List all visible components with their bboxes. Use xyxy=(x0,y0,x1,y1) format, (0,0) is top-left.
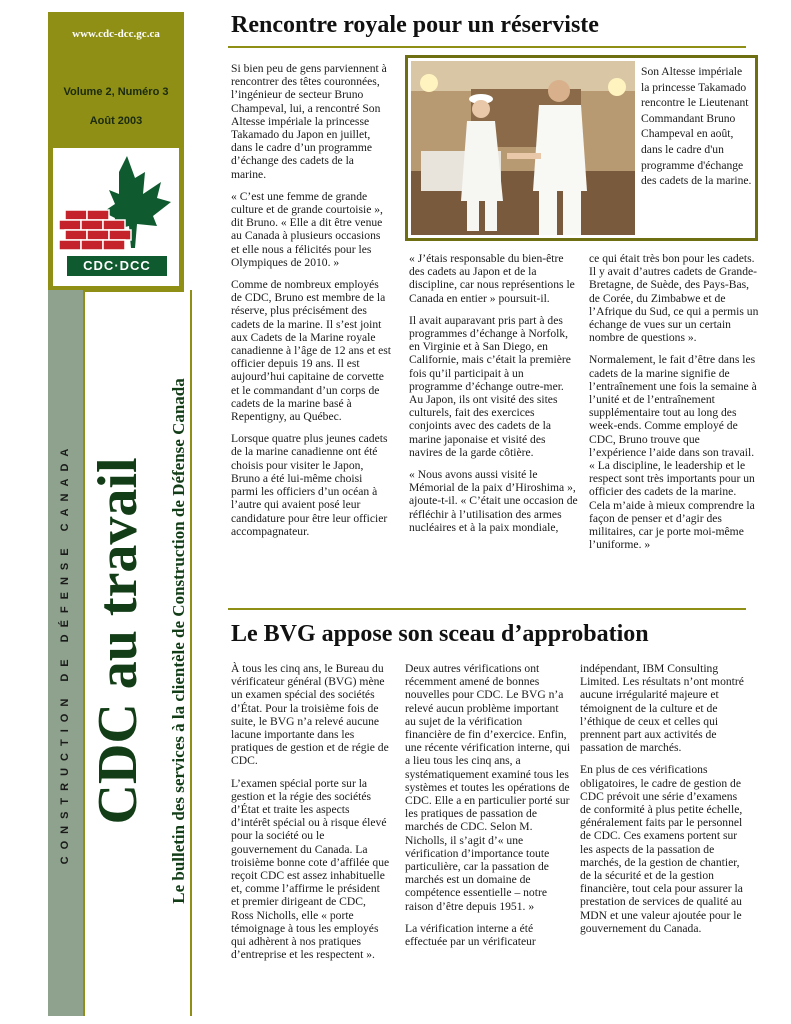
article2-column-2 xyxy=(405,662,571,957)
article1-title: Rencontre royale pour un réserviste xyxy=(231,12,599,38)
vertical-band xyxy=(48,290,83,1016)
paragraph: ce qui était très bon pour les cadets. Il y avait d’autres cadets de Grande-Bretagne, de Suède, des Pays-Bas, de Corée, du Zimbabwe et de l’Afrique du Sud, ce qui a permis un échange de vues sur un certain nombre de questions ». xyxy=(589,252,759,345)
paragraph: « C’est une femme de grande culture et de grande courtoisie », dit Bruno. « Elle a dit être venue au Canada à plusieurs occasions et elle nous a félicités pour les Olympiques de 2010. » xyxy=(231,189,383,269)
article-divider xyxy=(228,608,746,610)
volume-number: Volume 2, Numéro 3 xyxy=(63,86,169,98)
paragraph: L’examen spécial porte sur la gestion et la régie des sociétés d’État et traite les aspects d’intérêt spécial ou à risque élevé pour la société ou le gouvernement du Canada. La troisième bonne cote d’affilée que reçoit CDC est assez inhabituelle et, comme l’affirme le président et premier dirigeant de CDC, Ross Nicholls, elle « porte témoignage à tous les employés qui adhèrent à nos pratiques d’entreprise et les respectent ». xyxy=(231,776,390,962)
logo-text: CDC·DCC xyxy=(67,256,167,276)
cdc-logo xyxy=(53,148,179,286)
org-name-vertical: CONSTRUCTION DE DÉFENSE CANADA xyxy=(59,441,71,865)
issue-date: Août 2003 xyxy=(89,115,143,127)
paragraph: « Nous avons aussi visité le Mémorial de la paix d’Hiroshima », ajoute-t-il. « C’était une occasion de réfléchir à l’utilisation des armes nucléaires et à la paix mondiale, xyxy=(409,468,578,534)
paragraph: Comme de nombreux employés de CDC, Bruno est membre de la réserve, plus précisément des cadets de la marine. Il s’est joint aux Cadets de la Marine royale canadienne à l’âge de 12 ans et est officier depuis 19 ans. Il est aujourd’hui capitaine de corvette et le commandant d’un corps de cadets de la marine basé à Repentigny, au Québec. xyxy=(231,278,391,424)
royal-meeting-photo xyxy=(411,61,635,235)
article2-title: Le BVG appose son sceau d’approbation xyxy=(231,621,649,647)
newsletter-title: CDC au travail xyxy=(87,457,149,825)
website-link[interactable]: www.cdc-dcc.gc.ca xyxy=(72,28,160,40)
paragraph: En plus de ces vérifications obligatoires, le cadre de gestion de CDC prévoit une série d’examens de conformité à plus petite échelle, généralement faits par le personnel de CDC. Ces examens portent sur les aspects de la passation de marchés, de la gestion de chantier, de la sécurité et de la gestion financière, tout cela pour assurer la prestation de services de qualité au MDN et une valeur ajoutée pour le gouvernement du Canada. xyxy=(580,763,743,935)
paragraph: Deux autres vérifications ont récemment amené de bonnes nouvelles pour CDC. Le BVG n’a relevé aucun problème important au sujet de la vérification financière de fin d’exercice. Enfin, une récente vérification interne, qui a lieu tous les cinq ans, a systématiquement examiné tous les systèmes et toutes les opérations de CDC. Elle a en particulier porté sur les pratiques de passation de marchés de CDC. Selon M. Nicholls, il s’agit d’« une vérification d’importance toute particulière, car la passation de marchés est un domaine de compétence essentielle – notre raison d’être depuis 1951. » xyxy=(405,662,571,913)
paragraph: Lorsque quatre plus jeunes cadets de la marine canadienne ont été choisis pour visiter le Japon, Bruno a été lui-même choisi parmi les officiers d’un océan à l’autre qui avaient posé leur candidature pour être leur officier accompagnateur. xyxy=(231,432,388,538)
photo-caption: Son Altesse impériale la princesse Takamado rencontre le Lieutenant Commandant Bruno Champeval en août, dans le cadre d'un programme d'échange des cadets de la marine. xyxy=(641,65,752,188)
paragraph: Normalement, le fait d’être dans les cadets de la marine signifie de l’entraînement une fois la semaine à l’unité et de l’entraînement supplémentaire tout au long des week-ends. Comme employé de CDC, Bruno trouve que l’expérience l’aide dans son travail. « La discipline, le leadership et le respect sont très importants pour un officier des cadets de la marine. Cela m’aide à mieux comprendre la façon de penser et d’agir des militaires, car je porte moi-même l’uniforme. » xyxy=(589,353,757,552)
paragraph: indépendant, IBM Consulting Limited. Les résultats n’ont montré aucune irrégularité majeure et témoignent de la culture et de l’éthique de ceux et celles qui prennent part aux activités de passation de marchés. xyxy=(580,662,744,755)
paragraph: « J’étais responsable du bien-être des cadets au Japon et de la discipline, car nous représentions le Canada en entier » poursuit-il. xyxy=(409,252,575,305)
article1-column-3 xyxy=(589,252,759,560)
paragraph: À tous les cinq ans, le Bureau du vérificateur général (BVG) mène un examen spécial des sociétés d’État. Pour la troisième fois de suite, le BVG n’a relevé aucune lacune importante dans les pratiques de gestion et de régie de CDC. xyxy=(231,662,389,768)
newsletter-subtitle: Le bulletin des services à la clientèle de Construction de Défense Canada xyxy=(169,378,188,904)
article1-column-1 xyxy=(231,62,391,547)
article1-rule xyxy=(228,46,746,48)
paragraph: Il avait auparavant pris part à des programmes d’échange à Norfolk, en Virginie et à San Diego, en Californie, mais c’était la première fois qu’il participait à un programme d’échange outre-mer. Au Japon, ils ont visité des sites culturels, fait des exercices conjoints avec des cadets de la marine japonaise et visité des navires de la garde côtière. xyxy=(409,313,571,459)
paragraph: La vérification interne a été effectuée par un vérificateur xyxy=(405,921,536,949)
photo-frame xyxy=(405,55,758,241)
article2-column-1 xyxy=(231,662,391,970)
article1-column-2 xyxy=(409,252,579,543)
article2-column-3 xyxy=(580,662,746,944)
masthead-box xyxy=(48,12,184,292)
paragraph: Si bien peu de gens parviennent à rencontrer des têtes couronnées, l’ingénieur de secteur Bruno Champeval, lui, a rencontré Son Altesse impériale la princesse Takamado du Japon en juillet, dans le cadre d’un programme d’échange des cadets de la marine. xyxy=(231,62,387,181)
